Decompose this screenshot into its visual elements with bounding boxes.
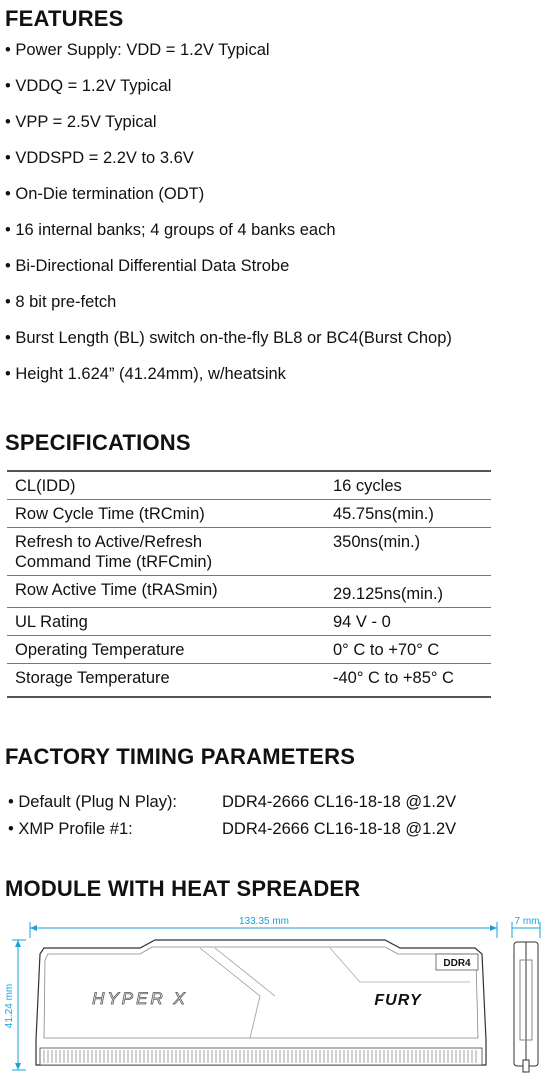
spec-name: Storage Temperature [7, 664, 325, 698]
list-item: • VPP = 2.5V Typical [5, 110, 452, 146]
timing-value: DDR4-2666 CL16-18-18 @1.2V [222, 793, 457, 811]
spec-value: 0° C to +70° C [325, 636, 491, 664]
table-row [7, 500, 491, 528]
list-item: • 8 bit pre-fetch [5, 290, 452, 326]
specifications-heading: SPECIFICATIONS [5, 430, 191, 455]
timing-label: • Default (Plug N Play): [8, 793, 222, 812]
spec-value: 16 cycles [325, 471, 491, 500]
list-item: • VDDQ = 1.2V Typical [5, 74, 452, 110]
module-heading: MODULE WITH HEAT SPREADER [5, 876, 361, 901]
memory-module-front [36, 940, 486, 1065]
fury-logo: FURY [374, 992, 422, 1009]
table-row [7, 528, 491, 576]
list-item: • VDDSPD = 2.2V to 3.6V [5, 146, 452, 182]
spec-name: UL Rating [7, 608, 325, 636]
list-item: • Power Supply: VDD = 1.2V Typical [5, 38, 452, 74]
spec-value: 350ns(min.) [325, 528, 491, 576]
timing-label: • XMP Profile #1: [8, 820, 222, 839]
timing-row-default [8, 793, 456, 812]
table-row [7, 664, 491, 698]
height-label: 41.24 mm [4, 983, 15, 1029]
list-item: • Height 1.624” (41.24mm), w/heatsink [5, 362, 452, 398]
timing-row-xmp [8, 820, 456, 839]
features-list [5, 38, 452, 398]
spec-name: Row Active Time (tRASmin) [7, 576, 325, 608]
spec-value: -40° C to +85° C [325, 664, 491, 698]
timing-value: DDR4-2666 CL16-18-18 @1.2V [222, 820, 457, 838]
specifications-table [7, 470, 491, 698]
list-item: • Burst Length (BL) switch on-the-fly BL8 or BC4(Burst Chop) [5, 326, 452, 362]
table-row [7, 576, 491, 608]
list-item: • 16 internal banks; 4 groups of 4 banks each [5, 218, 452, 254]
hyperx-logo: HYPER X [92, 989, 188, 1008]
table-row [7, 608, 491, 636]
list-item: • On-Die termination (ODT) [5, 182, 452, 218]
timing-heading: FACTORY TIMING PARAMETERS [5, 744, 356, 769]
module-drawing [0, 910, 548, 1090]
table-row [7, 471, 491, 500]
spec-name: Refresh to Active/Refresh Command Time (tRFCmin) [7, 528, 325, 576]
memory-module-side [514, 942, 538, 1072]
width-label: 133.35 mm [238, 916, 290, 927]
table-row [7, 636, 491, 664]
spec-value: 45.75ns(min.) [325, 500, 491, 528]
thickness-label: 7 mm [514, 916, 540, 927]
spec-value: 29.125ns(min.) [325, 576, 491, 608]
chip-label: DDR4 [443, 958, 471, 969]
list-item: • Bi-Directional Differential Data Strobe [5, 254, 452, 290]
spec-name: CL(IDD) [7, 471, 325, 500]
features-heading: FEATURES [5, 6, 124, 31]
spec-name: Operating Temperature [7, 636, 325, 664]
spec-value: 94 V - 0 [325, 608, 491, 636]
spec-name: Row Cycle Time (tRCmin) [7, 500, 325, 528]
